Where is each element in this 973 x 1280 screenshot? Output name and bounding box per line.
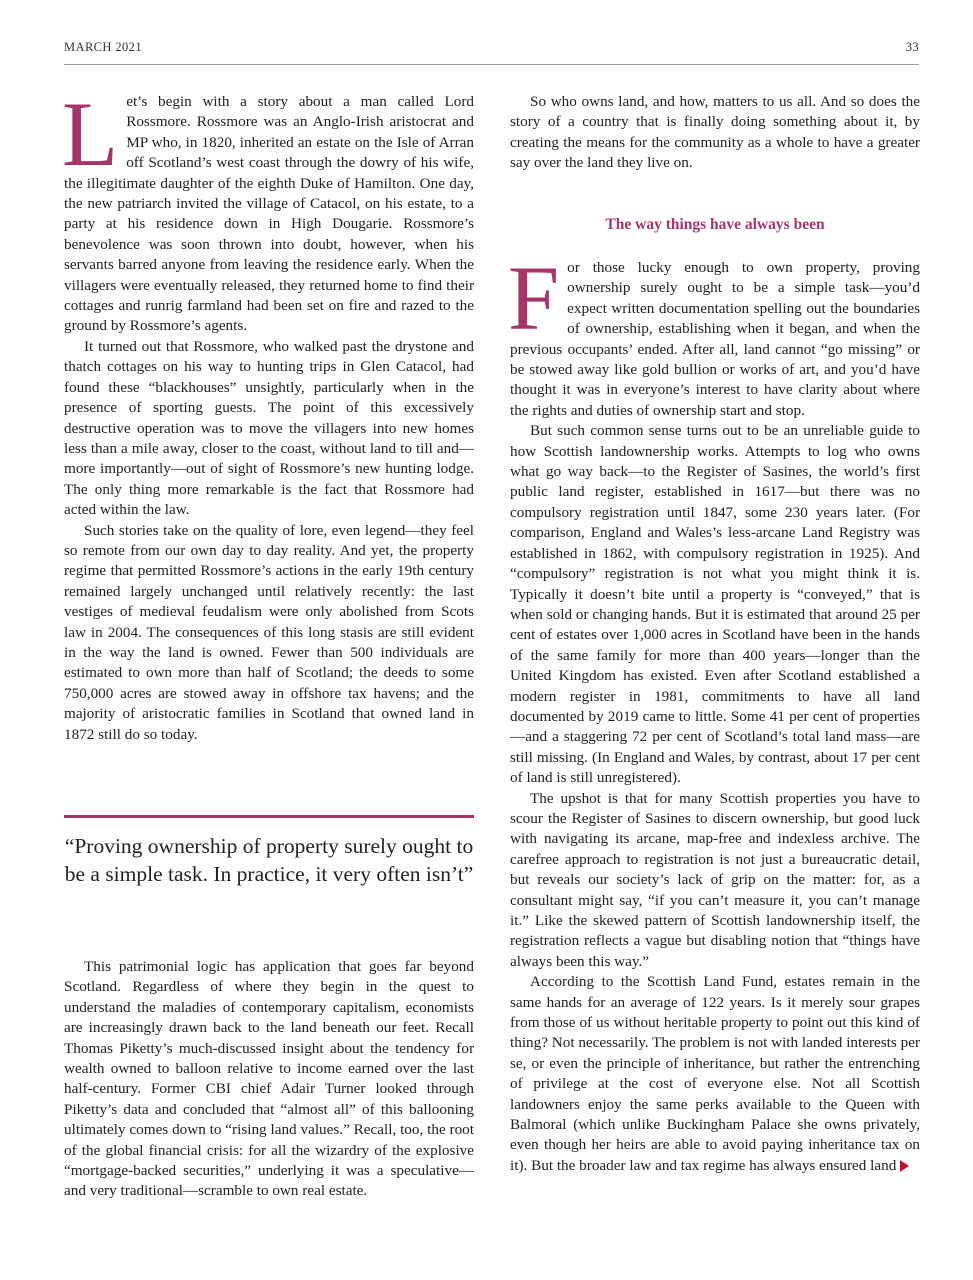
- paragraph-2: It turned out that Rossmore, who walked past the drystone and thatch cottages on his way to hunting trips in Glen Catacol, had found these “blackhouses” unsightly, particularly when in the presence of sporting guests. The point of this excessively destructive operation was to move the villagers into new homes less than a mile away, closer to the coast, without land to till and—more importantly—out of sight of Rossmore’s new hunting lodge. The only thing more remarkable is the fact that Rossmore had acted within the law.: [64, 337, 474, 519]
- header-rule: [64, 64, 919, 65]
- paragraph-r1: For those lucky enough to own property, proving ownership surely ought to be a simple task—you’d expect written documentation spelling out the boundaries of ownership, establishing when it began, and when the previous occupants’ ended. After all, land cannot “go missing” or be stowed away like gold bullion or works of art, and you’d have thought it was in everyone’s interest to have clarity about where the rights and duties of ownership start and stop.: [508, 247, 920, 419]
- paragraph-r3: The upshot is that for many Scottish properties you have to scour the Register of Sasines to discern ownership, but good luck with navigating its arcane, map-free and indexless archive. The carefree approach to registration is not just a bureaucratic detail, but reveals our society’s lack of grip on the matter: for, as a consultant might say, “if you can’t measure it, you can’t manage it.” Like the skewed pattern of Scottish landownership itself, the registration reflects a vague but disabling notion that “things have always been this way.”: [510, 789, 920, 970]
- paragraph-r2: But such common sense turns out to be an unreliable guide to how Scottish landownership works. Attempts to log who owns what go way back—to the Register of Sasines, the world’s first public land register, established in 1617—but there was no compulsory registration until 1847, some 230 years later. (For comparison, England and Wales’s less-arcane Land Registry was established in 1862, with compulsory registration in 1925). And “compulsory” registration is not what you might think it is. Typically it doesn’t bite until a property is “conveyed,” that is when sold or changing hands. But it is estimated that around 25 per cent of estates over 1,000 acres in Scotland have been in the hands of the same family for more than 400 years—longer than the United Kingdom has existed. Even after Scotland established a modern register in 1981, commitments to have all land documented by 2019 came to little. Some 41 per cent of properties—and a staggering 72 per cent of Scotland’s total land mass—are still missing. (In England and Wales, by contrast, about 17 per cent of land is still unregistered).: [510, 422, 920, 787]
- right-column-upper: [510, 92, 920, 174]
- paragraph-4: This patrimonial logic has application that goes far beyond Scotland. Regardless of where they begin in the quest to understand the maladies of contemporary capitalism, economists are increasingly drawn back to the land beneath our feet. Recall Thomas Piketty’s much-discussed insight about the tendency for wealth owned to balloon relative to income earned over the last half-century. Former CBI chief Adair Turner looked through Piketty’s data and concluded that “almost all” of this ballooning ultimately comes down to “rising land values.” Recall, too, the root of the global financial crisis: for all the wizardry of the explosive “mortgage-backed securities,” underlying it was a speculative—and very traditional—scramble to own real estate.: [64, 958, 474, 1200]
- right-column-lower: [508, 247, 920, 1176]
- section-heading: The way things have always been: [605, 216, 825, 233]
- dropcap-l: L: [62, 83, 119, 185]
- paragraph-3: Such stories take on the quality of lore, even legend—they feel so remote from our own day to day reality. And yet, the property regime that permitted Rossmore’s actions in the early 19th century remained largely unchanged until relatively recently: the last vestiges of medieval feudalism were only abolished from Scots law in 2004. The consequences of this long stasis are still evident in the way the land is owned. Fewer than 500 individuals are estimated to own more than half of Scotland; the deeds to some 750,000 acres are stowed away in offshore tax havens; and the majority of aristocratic families in Scotland that owned land in 1872 still do so today.: [64, 521, 474, 743]
- continue-arrow-icon: [900, 1160, 909, 1172]
- page-number: 33: [905, 40, 919, 54]
- paragraph-intro: So who owns land, and how, matters to us all. And so does the story of a country that is finally doing something about it, by creating the means for the community as a whole to have a greater say over the land they live on.: [510, 93, 920, 172]
- pull-quote: “Proving ownership of property surely ought to be a simple task. In practice, it very often isn’t”: [64, 815, 474, 888]
- paragraph-1: Let’s begin with a story about a man called Lord Rossmore. Rossmore was an Anglo-Irish aristocrat and MP who, in 1820, inherited an estate on the Isle of Arran off Scotland’s west coast through the dowry of his wife, the illegitimate daughter of the eighth Duke of Hamilton. One day, the new patriarch invited the village of Catacol, on his estate, to a party at his residence down in High Dougarie. Rossmore’s benevolence was soon thrown into doubt, however, when his servants barred anyone from leaving the residence early. When the villagers were eventually released, they returned home to find their cottages and runrig farmland had been set on fire and razed to the ground by Rossmore’s agents.: [62, 83, 474, 335]
- left-column-upper: [62, 83, 474, 745]
- paragraph-r4: According to the Scottish Land Fund, estates remain in the same hands for an average of 122 years. Is it merely sour grapes from those of us without heritable property to point out this kind of thing? Not necessarily. The problem is not with landed interests per se, or even the principle of inheritance, but rather the entrenching of privilege at the cost of everyone else. Not all Scottish landowners enjoy the same perks available to the Queen with Balmoral (which unlike Buckingham Palace she owns privately, even though her heirs are able to avoid paying inheritance tax on it). But the broader law and tax regime has always ensured land: [510, 973, 920, 1174]
- issue-date: MARCH 2021: [64, 40, 142, 54]
- dropcap-f: F: [508, 247, 560, 349]
- page-header: [64, 40, 919, 62]
- left-column-lower: [64, 957, 474, 1202]
